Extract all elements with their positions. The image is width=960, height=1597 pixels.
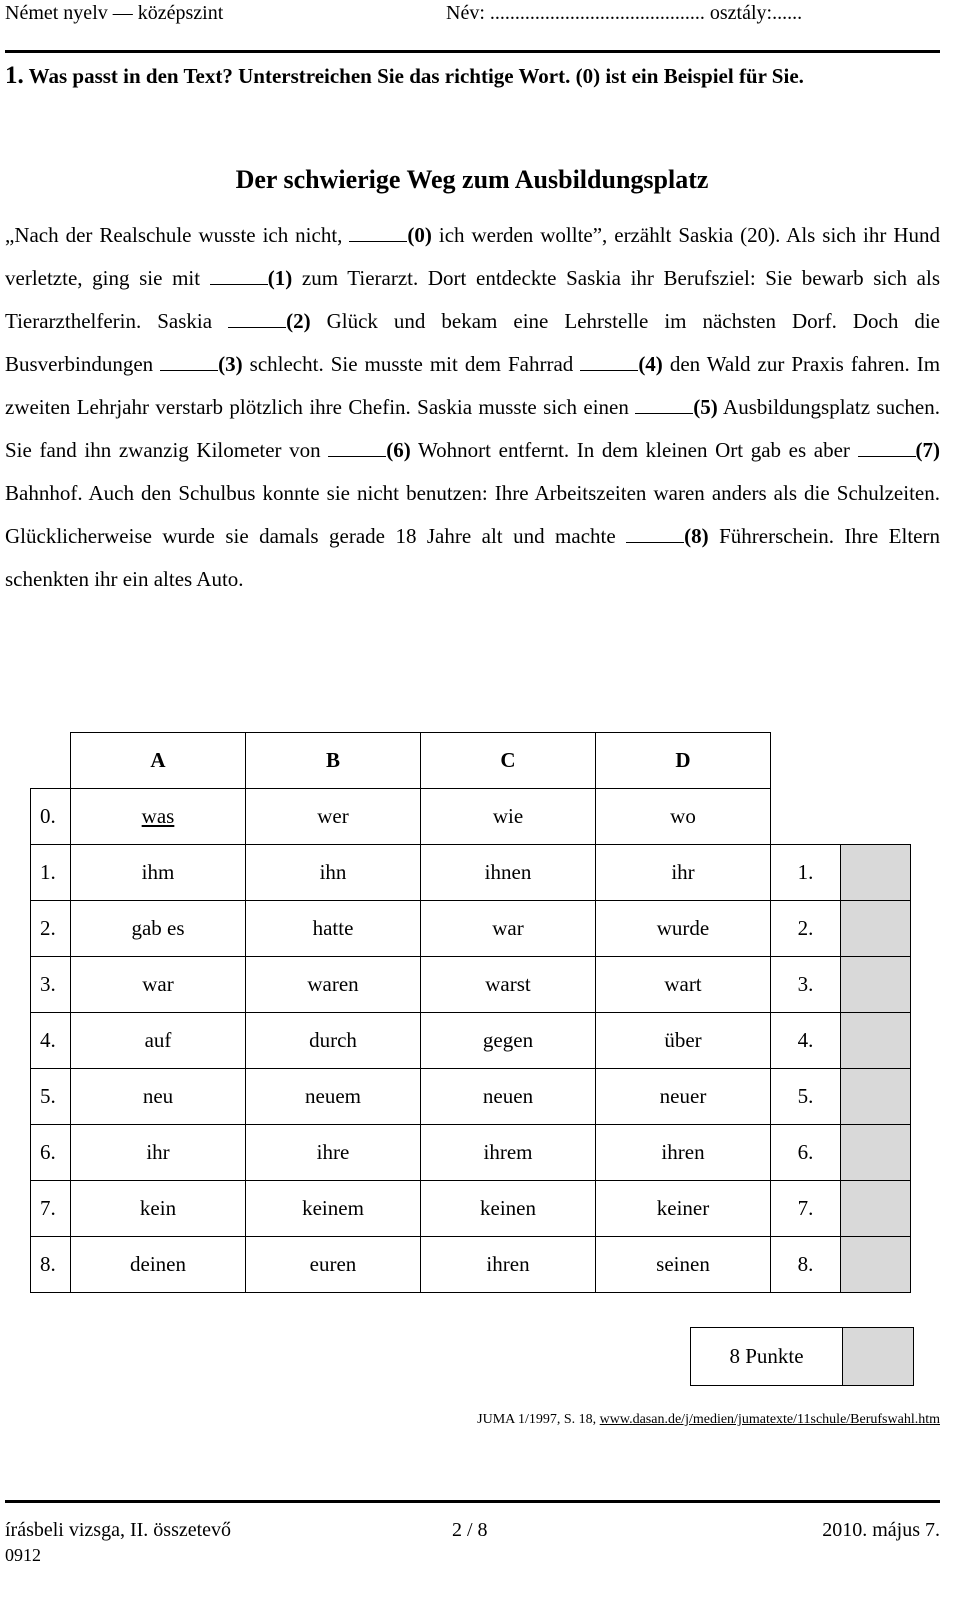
header-row [31,733,911,789]
text-title: Der schwierige Weg zum Ausbildungsplatz [235,165,709,194]
task-instruction [5,62,940,90]
answer-option[interactable]: ihr [596,845,771,901]
empty-cell [771,733,841,789]
source-citation [392,1412,940,1428]
answer-option[interactable]: ihren [421,1237,596,1293]
row-number: 7. [31,1181,71,1237]
gap-marker: (5) [693,395,718,419]
header-divider [5,50,940,53]
gap-marker: (4) [638,352,663,376]
row-number: 0. [31,789,71,845]
row-number: 6. [31,1125,71,1181]
gap-marker: (3) [218,352,243,376]
answer-option[interactable]: ihre [246,1125,421,1181]
row-reference: 1. [771,845,841,901]
answer-option[interactable]: keiner [596,1181,771,1237]
column-header-b: B [246,733,421,789]
column-header-d: D [596,733,771,789]
footer-divider [5,1500,940,1503]
answer-gap [580,354,638,371]
row-reference: 2. [771,901,841,957]
answer-option: wie [421,789,596,845]
answer-box [841,1181,911,1237]
answer-option: wo [596,789,771,845]
answer-option[interactable]: deinen [71,1237,246,1293]
answer-option[interactable]: keinem [246,1181,421,1237]
row-reference: 4. [771,1013,841,1069]
answer-box [841,845,911,901]
row-number: 4. [31,1013,71,1069]
exam-part-label: írásbeli vizsga, II. összetevő [5,1519,232,1541]
answer-box [841,1125,911,1181]
table-row [31,1237,911,1293]
answer-option[interactable]: ihn [246,845,421,901]
answer-gap [228,311,286,328]
row-number: 3. [31,957,71,1013]
answer-option[interactable]: war [71,957,246,1013]
text-segment: Wohnort entfernt. In dem kleinen Ort gab es aber [418,438,850,462]
text-segment: „Nach der Realschule wusste ich nicht, [5,223,343,247]
answer-option[interactable]: über [596,1013,771,1069]
empty-cell [841,733,911,789]
answer-option[interactable]: neu [71,1069,246,1125]
text-segment: ich werden wollte”, erzählt Saskia (20). Als sich ihr Hund verletzte, ging sie mit [5,223,941,290]
points-label: 8 Punkte [691,1328,843,1386]
source-link[interactable]: www.dasan.de/j/medien/jumatexte/11schule/Berufswahl.htm [599,1412,940,1427]
answer-gap [626,526,684,543]
source-text: JUMA 1/1997, S. 18, [477,1412,597,1427]
answer-option[interactable]: war [421,901,596,957]
answer-option[interactable]: wart [596,957,771,1013]
row-number: 8. [31,1237,71,1293]
answer-option[interactable]: ihm [71,845,246,901]
text-segment: Führerschein. Ihre Eltern schenkten ihr ein altes Auto. [5,524,940,591]
answer-gap [160,354,218,371]
text-segment: den Wald zur Praxis fahren. Im zweiten Lehrjahr verstarb plötzlich ihre Chefin. Saskia musste sich einen [5,352,941,419]
answer-option[interactable]: neuer [596,1069,771,1125]
row-reference: 7. [771,1181,841,1237]
row-reference: 6. [771,1125,841,1181]
gap-marker: (1) [267,266,293,290]
answer-option[interactable]: ihnen [421,845,596,901]
answer-option[interactable]: seinen [596,1237,771,1293]
answer-box [841,901,911,957]
name-class-field: Név: ........................................... osztály:...... [446,2,803,24]
table-row [31,845,911,901]
row-reference: 5. [771,1069,841,1125]
column-header-a: A [71,733,246,789]
row-number: 2. [31,901,71,957]
gap-marker: (2) [286,309,311,333]
example-answer-option: was [71,789,246,845]
column-header-c: C [421,733,596,789]
answer-option[interactable]: hatte [246,901,421,957]
answer-option[interactable]: gegen [421,1013,596,1069]
text-segment: Ausbildungsplatz suchen. Sie fand ihn zwanzig Kilometer von [5,395,940,462]
answer-box [841,1069,911,1125]
text-segment: Glück und bekam eine Lehrstelle im nächsten Dorf. Doch die Busverbindungen [5,309,940,376]
gap-marker: (8) [684,524,709,548]
answer-option[interactable]: ihren [596,1125,771,1181]
text-segment: Bahnhof. Auch den Schulbus konnte sie nicht benutzen: Ihre Arbeitszeiten waren anders als die Schulzeiten. Glücklicherweise wurde sie damals gerade 18 Jahre alt und machte [5,481,940,548]
table-row [31,1069,911,1125]
table-row [31,1013,911,1069]
empty-cell [771,789,841,845]
empty-cell [31,733,71,789]
gap-marker: (0) [407,223,432,247]
answer-table [30,732,911,1293]
answer-option[interactable]: kein [71,1181,246,1237]
answer-option[interactable]: neuen [421,1069,596,1125]
table-row [31,1181,911,1237]
row-number: 5. [31,1069,71,1125]
answer-gap [858,440,916,457]
row-number: 1. [31,845,71,901]
task-instruction-text: Was passt in den Text? Unterstreichen Sie das richtige Wort. (0) ist ein Beispiel für Sie. [28,64,804,88]
gap-text [5,214,940,601]
answer-option[interactable]: euren [246,1237,421,1293]
answer-gap [210,268,268,285]
answer-box [841,957,911,1013]
page-number: 2 / 8 [452,1519,488,1541]
gap-marker: (7) [915,438,941,462]
exam-code: 0912 [5,1545,41,1565]
points-score-box [843,1328,914,1386]
answer-option[interactable]: gab es [71,901,246,957]
subject-label: Német nyelv — középszint [5,2,224,24]
text-segment: zum Tierarzt. Dort entdeckte Saskia ihr Berufsziel: Sie bewarb sich als Tierarzthelferin. Saskia [5,266,940,333]
empty-cell [841,789,911,845]
answer-box [841,1013,911,1069]
row-reference: 8. [771,1237,841,1293]
answer-gap [349,225,407,242]
page-header [5,0,940,30]
answer-option[interactable]: neuem [246,1069,421,1125]
answer-option[interactable]: waren [246,957,421,1013]
answer-option[interactable]: ihr [71,1125,246,1181]
exam-date: 2010. május 7. [822,1519,940,1541]
answer-option[interactable]: auf [71,1013,246,1069]
row-reference: 3. [771,957,841,1013]
answer-option[interactable]: durch [246,1013,421,1069]
answer-option[interactable]: warst [421,957,596,1013]
text-segment: schlecht. Sie musste mit dem Fahrrad [249,352,574,376]
answer-box [841,1237,911,1293]
points-box [690,1327,914,1386]
example-row [31,789,911,845]
answer-gap [328,440,386,457]
gap-marker: (6) [386,438,411,462]
answer-gap [635,397,693,414]
table-row [31,901,911,957]
answer-option[interactable]: ihrem [421,1125,596,1181]
table-row [31,957,911,1013]
table-row [31,1125,911,1181]
answer-option[interactable]: wurde [596,901,771,957]
task-number: 1. [5,62,24,89]
answer-option[interactable]: keinen [421,1181,596,1237]
answer-option: wer [246,789,421,845]
